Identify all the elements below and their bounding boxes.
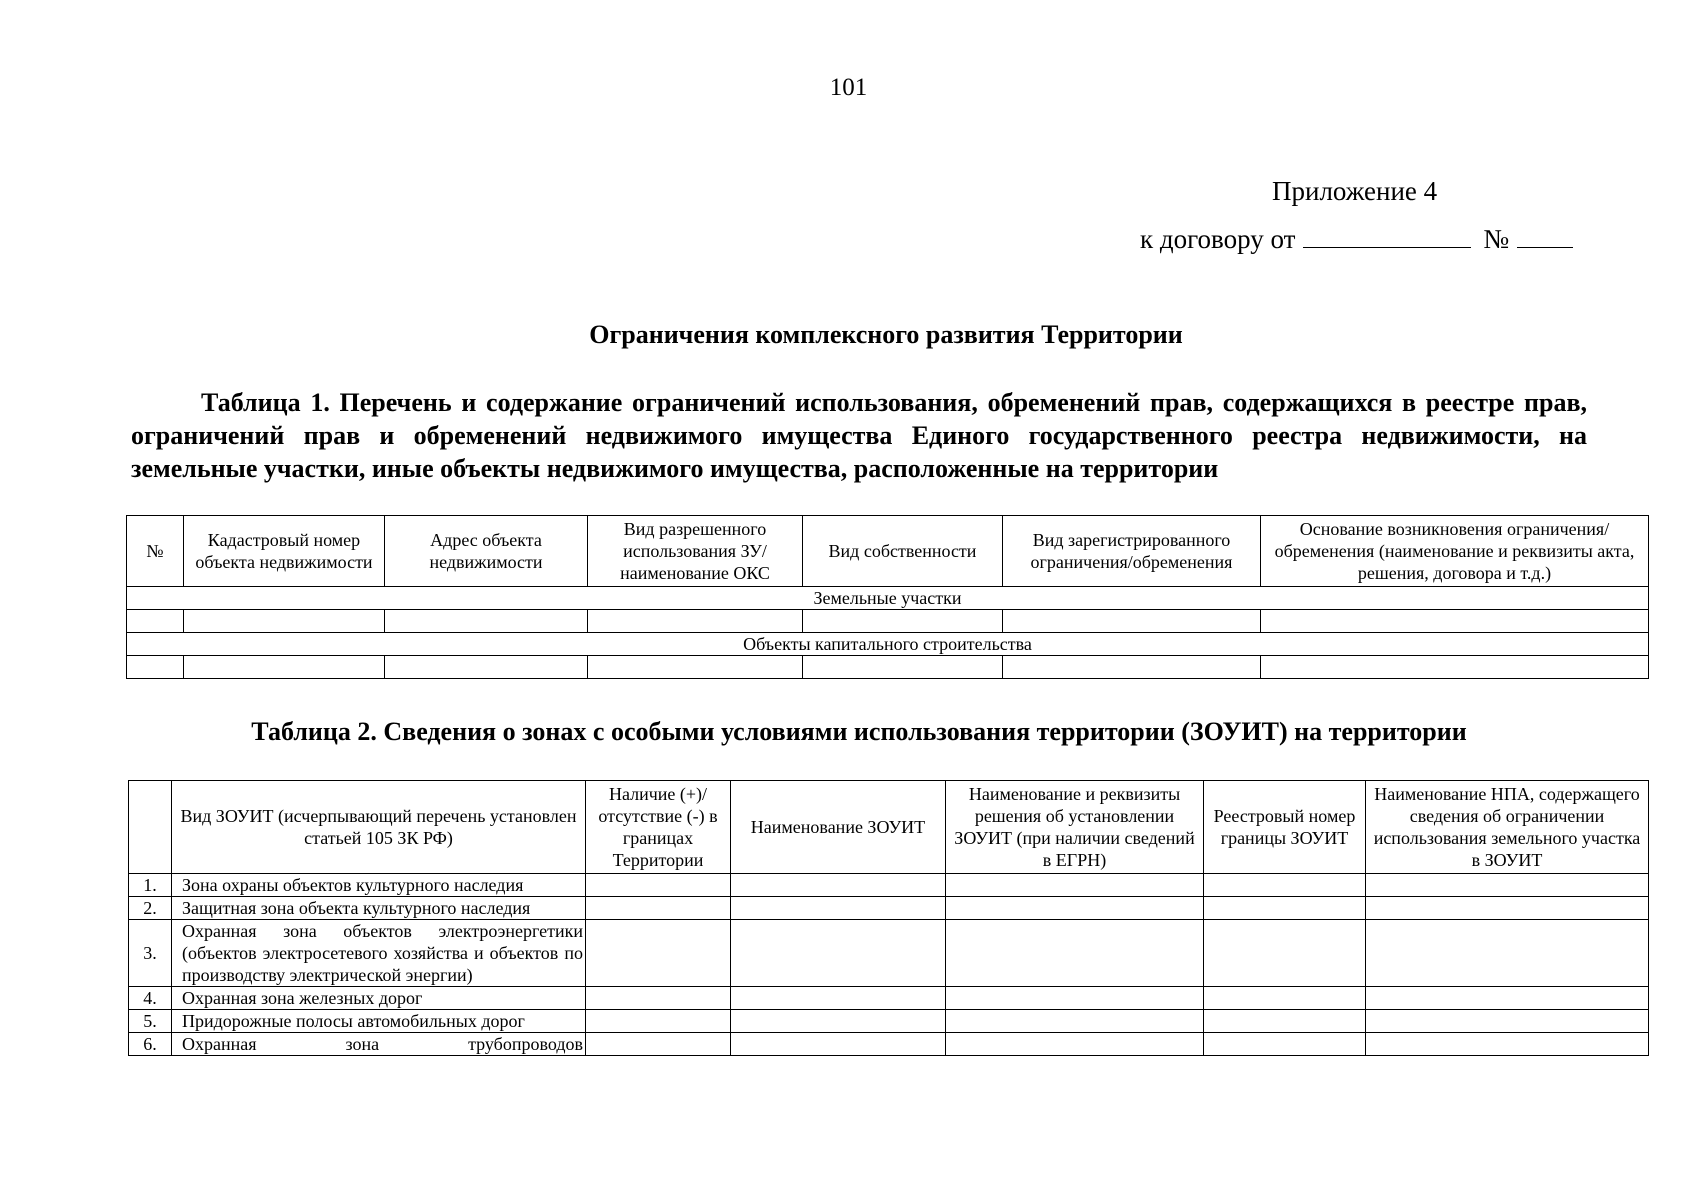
table1-caption: Таблица 1. Перечень и содержание ограничений использования, обременений прав, содержащихся в реестре прав, ограничений прав и обременений недвижимого имущества Единого государственного реестра недвижимости, на земельные участки, иные объекты недвижимого имущества, расположенные на территории (131, 388, 1587, 483)
table-row (129, 897, 1649, 920)
table2-header-cell: Вид ЗОУИТ (исчерпывающий перечень установлен статьей 105 ЗК РФ) (172, 781, 586, 874)
table1-header-cell: Адрес объекта недвижимости (385, 516, 588, 587)
page-number: 101 (829, 74, 868, 101)
table1-header-cell: № (127, 516, 184, 587)
table-row (129, 1033, 1649, 1056)
section-capital-construction: Объекты капитального строительства (127, 633, 1649, 656)
table1-header-row (127, 516, 1649, 587)
table2-header-cell: Наименование НПА, содержащего сведения об ограничении использования земельного участка в ЗОУИТ (1366, 781, 1649, 874)
table1-header-cell: Вид зарегистрированного ограничения/обременения (1003, 516, 1261, 587)
zone-kind: Придорожные полосы автомобильных дорог (172, 1010, 586, 1033)
table1-section-row (127, 633, 1649, 656)
table2-header-cell (129, 781, 172, 874)
zone-kind: Защитная зона объекта культурного наследия (172, 897, 586, 920)
table-row (129, 987, 1649, 1010)
table2 (128, 780, 1649, 1056)
table-row (129, 920, 1649, 987)
row-number: 2. (129, 897, 172, 920)
document-title: Ограничения комплексного развития Территории (589, 320, 1183, 349)
table1 (126, 515, 1649, 679)
table1-header-cell: Вид разрешенного использования ЗУ/наименование ОКС (588, 516, 803, 587)
appendix-title: Приложение 4 (1272, 176, 1438, 206)
zone-kind: Охранная зона объектов электроэнергетики (объектов электросетевого хозяйства и объектов по производству электрической энергии) (172, 920, 586, 987)
table2-caption: Таблица 2. Сведения о зонах с особыми условиями использования территории (ЗОУИТ) на территории (251, 717, 1467, 746)
row-number: 1. (129, 874, 172, 897)
zone-kind: Охранная зона трубопроводов (172, 1033, 586, 1056)
row-number: 3. (129, 920, 172, 987)
table-row (129, 1010, 1649, 1033)
row-number: 4. (129, 987, 172, 1010)
row-number: 5. (129, 1010, 172, 1033)
table1-empty-row (127, 610, 1649, 633)
table2-header-cell: Реестровый номер границы ЗОУИТ (1204, 781, 1366, 874)
contract-prefix: к договору от (1140, 224, 1296, 254)
table2-header-row (129, 781, 1649, 874)
zone-kind: Зона охраны объектов культурного наследия (172, 874, 586, 897)
section-land-plots: Земельные участки (127, 587, 1649, 610)
table2-header-cell: Наименование ЗОУИТ (731, 781, 946, 874)
table1-header-cell: Вид собственности (803, 516, 1003, 587)
row-number: 6. (129, 1033, 172, 1056)
table-row (129, 874, 1649, 897)
table1-header-cell: Основание возникновения ограничения/обременения (наименование и реквизиты акта, решения, договора и т.д.) (1261, 516, 1649, 587)
contract-date-blank (1303, 225, 1471, 248)
table1-section-row (127, 587, 1649, 610)
appendix-contract-line (1140, 224, 1573, 255)
table1-header-cell: Кадастровый номер объекта недвижимости (184, 516, 385, 587)
contract-number-sign: № (1483, 224, 1510, 254)
table2-header-cell: Наличие (+)/отсутствие (-) в границах Территории (586, 781, 731, 874)
table2-header-cell: Наименование и реквизиты решения об установлении ЗОУИТ (при наличии сведений в ЕГРН) (946, 781, 1204, 874)
zone-kind: Охранная зона железных дорог (172, 987, 586, 1010)
table1-empty-row (127, 656, 1649, 679)
contract-number-blank (1517, 225, 1573, 248)
